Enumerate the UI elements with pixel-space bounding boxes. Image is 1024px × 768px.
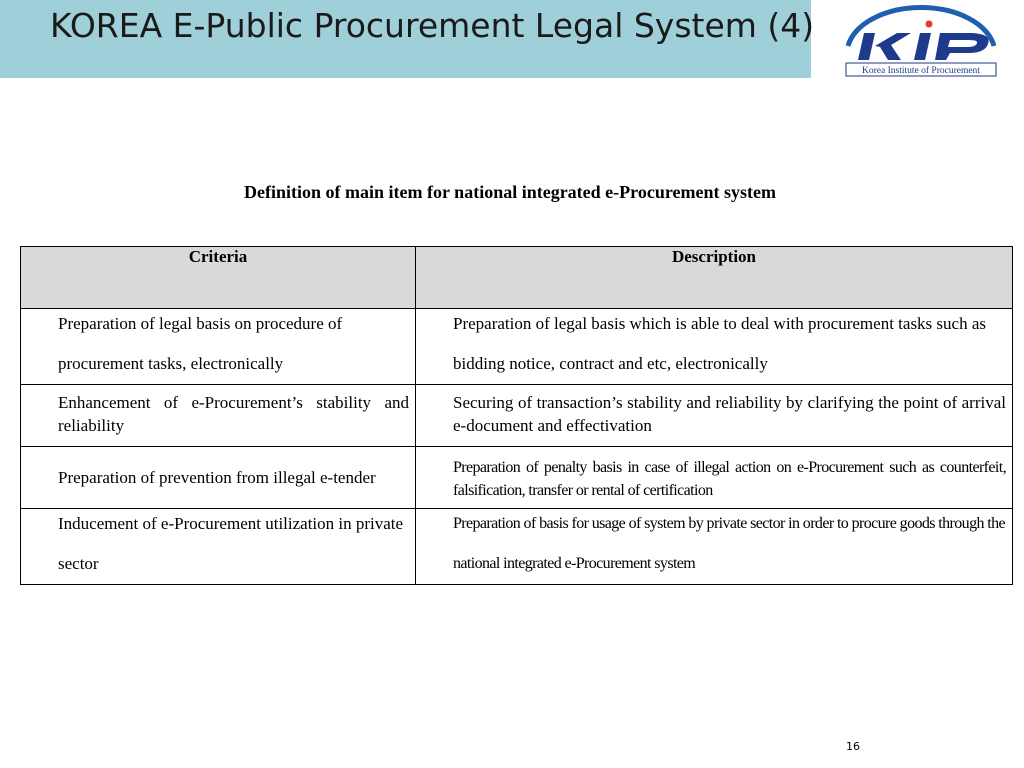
table-row: [21, 385, 1013, 447]
logo-subtitle: Korea Institute of Procurement: [862, 66, 980, 76]
table-caption: Definition of main item for national integrated e-Procurement system: [244, 182, 776, 202]
logo-dot: [926, 21, 933, 28]
table-row: [21, 509, 1013, 585]
logo-mark: [858, 33, 989, 60]
slide-title: KOREA E-Public Procurement Legal System (4): [50, 6, 815, 45]
criteria-cell: Inducement of e-Procurement utilization in private sector: [21, 509, 416, 585]
criteria-cell: Enhancement of e-Procurement’s stability and reliability: [21, 385, 416, 447]
criteria-header: Criteria: [21, 247, 416, 309]
table-row: [21, 447, 1013, 509]
table-row: [21, 309, 1013, 385]
description-header: Description: [416, 247, 1013, 309]
kip-logo: [842, 2, 1000, 78]
description-cell: Preparation of basis for usage of system by private sector in order to procure goods through the national integrated e-Procurement system: [416, 509, 1013, 585]
title-bar: [0, 0, 815, 78]
page-number: 16: [846, 740, 860, 753]
description-cell: Preparation of legal basis which is able to deal with procurement tasks such as bidding notice, contract and etc, electronically: [416, 309, 1013, 385]
description-cell: Securing of transaction’s stability and reliability by clarifying the point of arrival e-document and effectivation: [416, 385, 1013, 447]
criteria-table: [20, 246, 1013, 585]
description-cell: Preparation of penalty basis in case of illegal action on e-Procurement such as counterfeit, falsification, transfer or rental of certification: [416, 447, 1013, 509]
criteria-cell: Preparation of prevention from illegal e-tender: [21, 447, 416, 509]
criteria-cell: Preparation of legal basis on procedure of procurement tasks, electronically: [21, 309, 416, 385]
